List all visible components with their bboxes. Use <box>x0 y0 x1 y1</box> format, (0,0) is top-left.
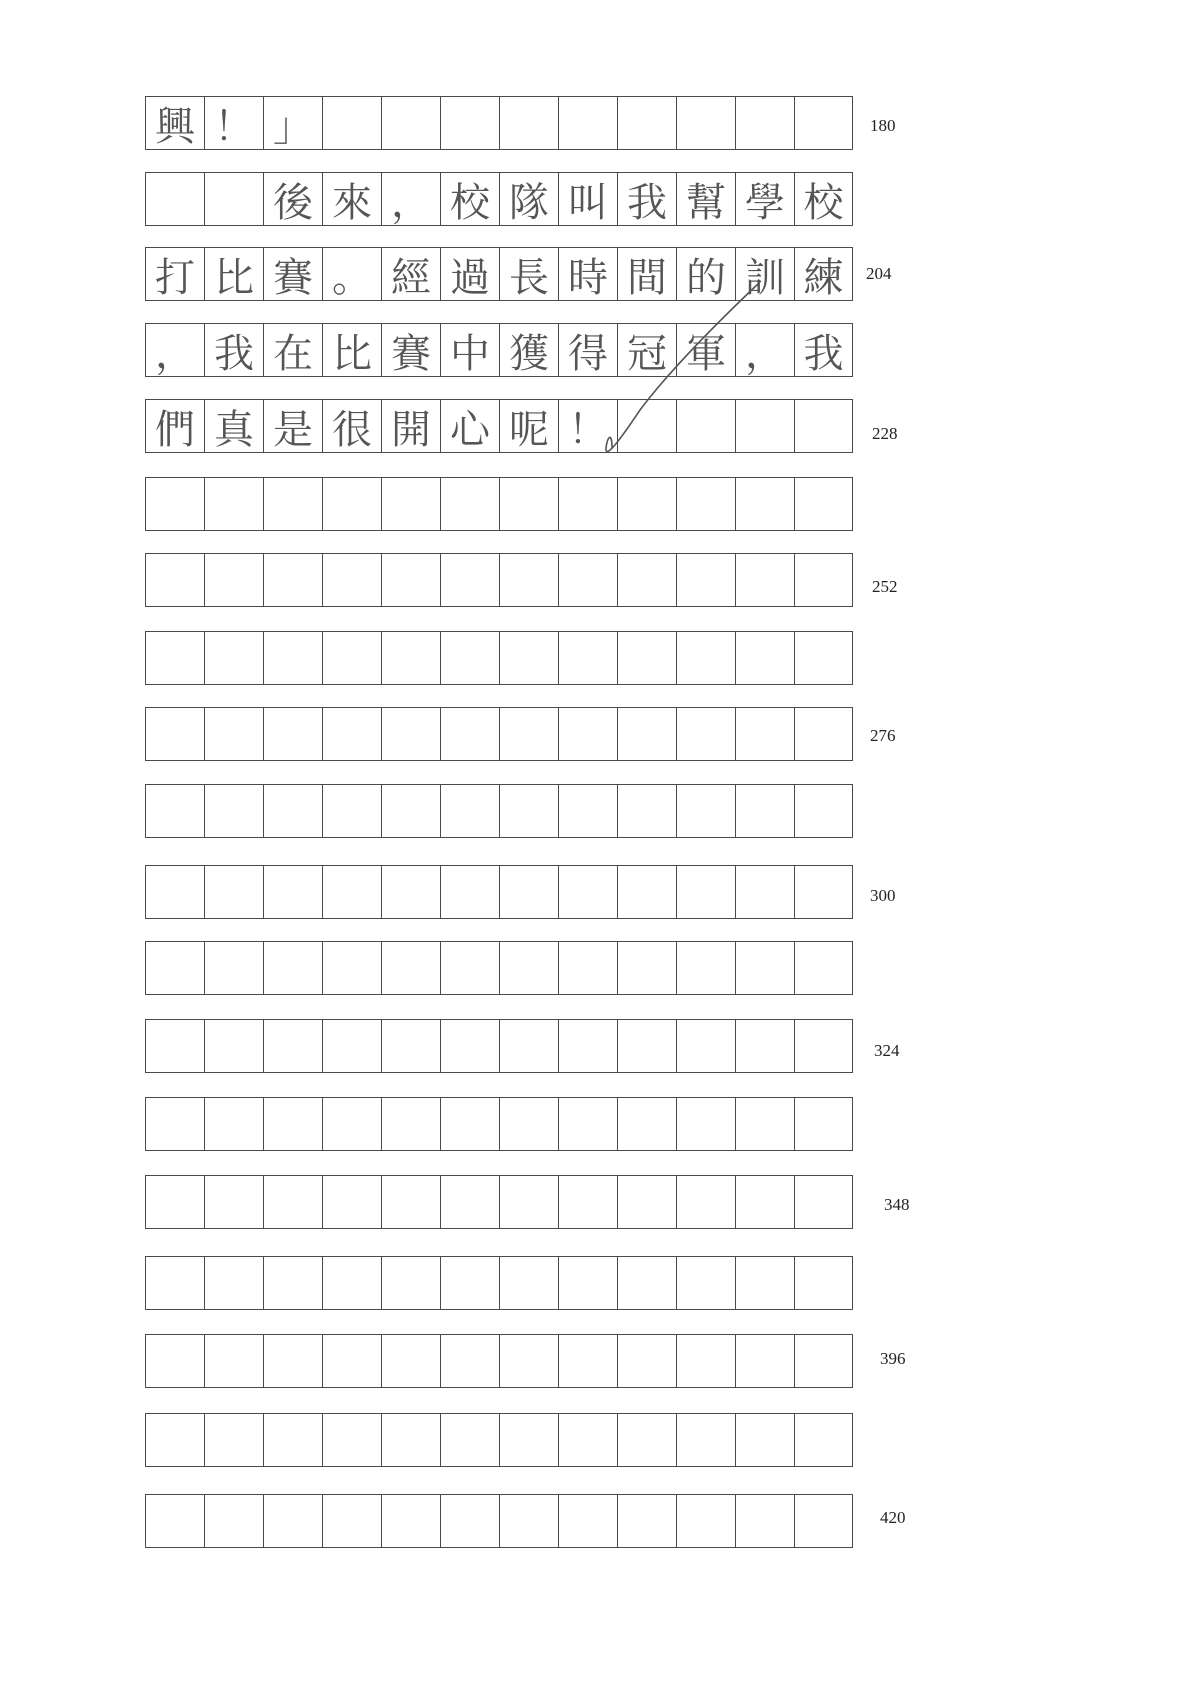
grid-cell: 校 <box>794 173 853 225</box>
grid-cell: 隊 <box>499 173 558 225</box>
grid-cell: 興 <box>145 97 204 149</box>
grid-cell: 我 <box>617 173 676 225</box>
grid-cell: 。 <box>322 248 381 300</box>
grid-cell: 的 <box>676 248 735 300</box>
grid-cell: ， <box>381 173 440 225</box>
grid-cell: 」 <box>263 97 322 149</box>
char-count-label: 180 <box>870 116 896 135</box>
grid-cell: 來 <box>322 173 381 225</box>
grid-cell: 時 <box>558 248 617 300</box>
grid-cell: 呢 <box>499 400 558 452</box>
grid-cell: 長 <box>499 248 558 300</box>
grid-cell: 我 <box>794 324 853 376</box>
grid-cell: 過 <box>440 248 499 300</box>
grid-cell: 心 <box>440 400 499 452</box>
grid-cell: 校 <box>440 173 499 225</box>
grid-cell: 學 <box>735 173 794 225</box>
grid-cell: 我 <box>204 324 263 376</box>
char-count-label: 348 <box>884 1195 910 1214</box>
grid-cell: 真 <box>204 400 263 452</box>
grid-cell: 們 <box>145 400 204 452</box>
grid-cell: 中 <box>440 324 499 376</box>
char-count-label: 300 <box>870 886 896 905</box>
grid-cell: 比 <box>204 248 263 300</box>
char-count-label: 252 <box>872 577 898 596</box>
grid-cell: ， <box>145 324 204 376</box>
char-count-label: 396 <box>880 1349 906 1368</box>
grid-cell: 訓 <box>735 248 794 300</box>
grid-cell: 後 <box>263 173 322 225</box>
grid-cell: ！ <box>204 97 263 149</box>
char-count-label: 276 <box>870 726 896 745</box>
grid-cell: 比 <box>322 324 381 376</box>
grid-cell: 很 <box>322 400 381 452</box>
grid-cell: 開 <box>381 400 440 452</box>
grid-cell: 獲 <box>499 324 558 376</box>
char-count-label: 204 <box>866 264 892 283</box>
grid-cell: 經 <box>381 248 440 300</box>
char-count-label: 228 <box>872 424 898 443</box>
grid-cell: 賽 <box>381 324 440 376</box>
grid-cell: 練 <box>794 248 853 300</box>
grid-cell: 打 <box>145 248 204 300</box>
grid-cell: 叫 <box>558 173 617 225</box>
grid-cell: 間 <box>617 248 676 300</box>
grid-cell: ， <box>735 324 794 376</box>
grid-cell: ！ <box>558 400 617 452</box>
char-count-label: 420 <box>880 1508 906 1527</box>
grid-cell: 在 <box>263 324 322 376</box>
char-count-label: 324 <box>874 1041 900 1060</box>
grid-cell: 賽 <box>263 248 322 300</box>
grid-cell: 幫 <box>676 173 735 225</box>
grid-cell: 軍 <box>676 324 735 376</box>
grid-cell: 是 <box>263 400 322 452</box>
grid-cell: 得 <box>558 324 617 376</box>
grid-cell: 冠 <box>617 324 676 376</box>
